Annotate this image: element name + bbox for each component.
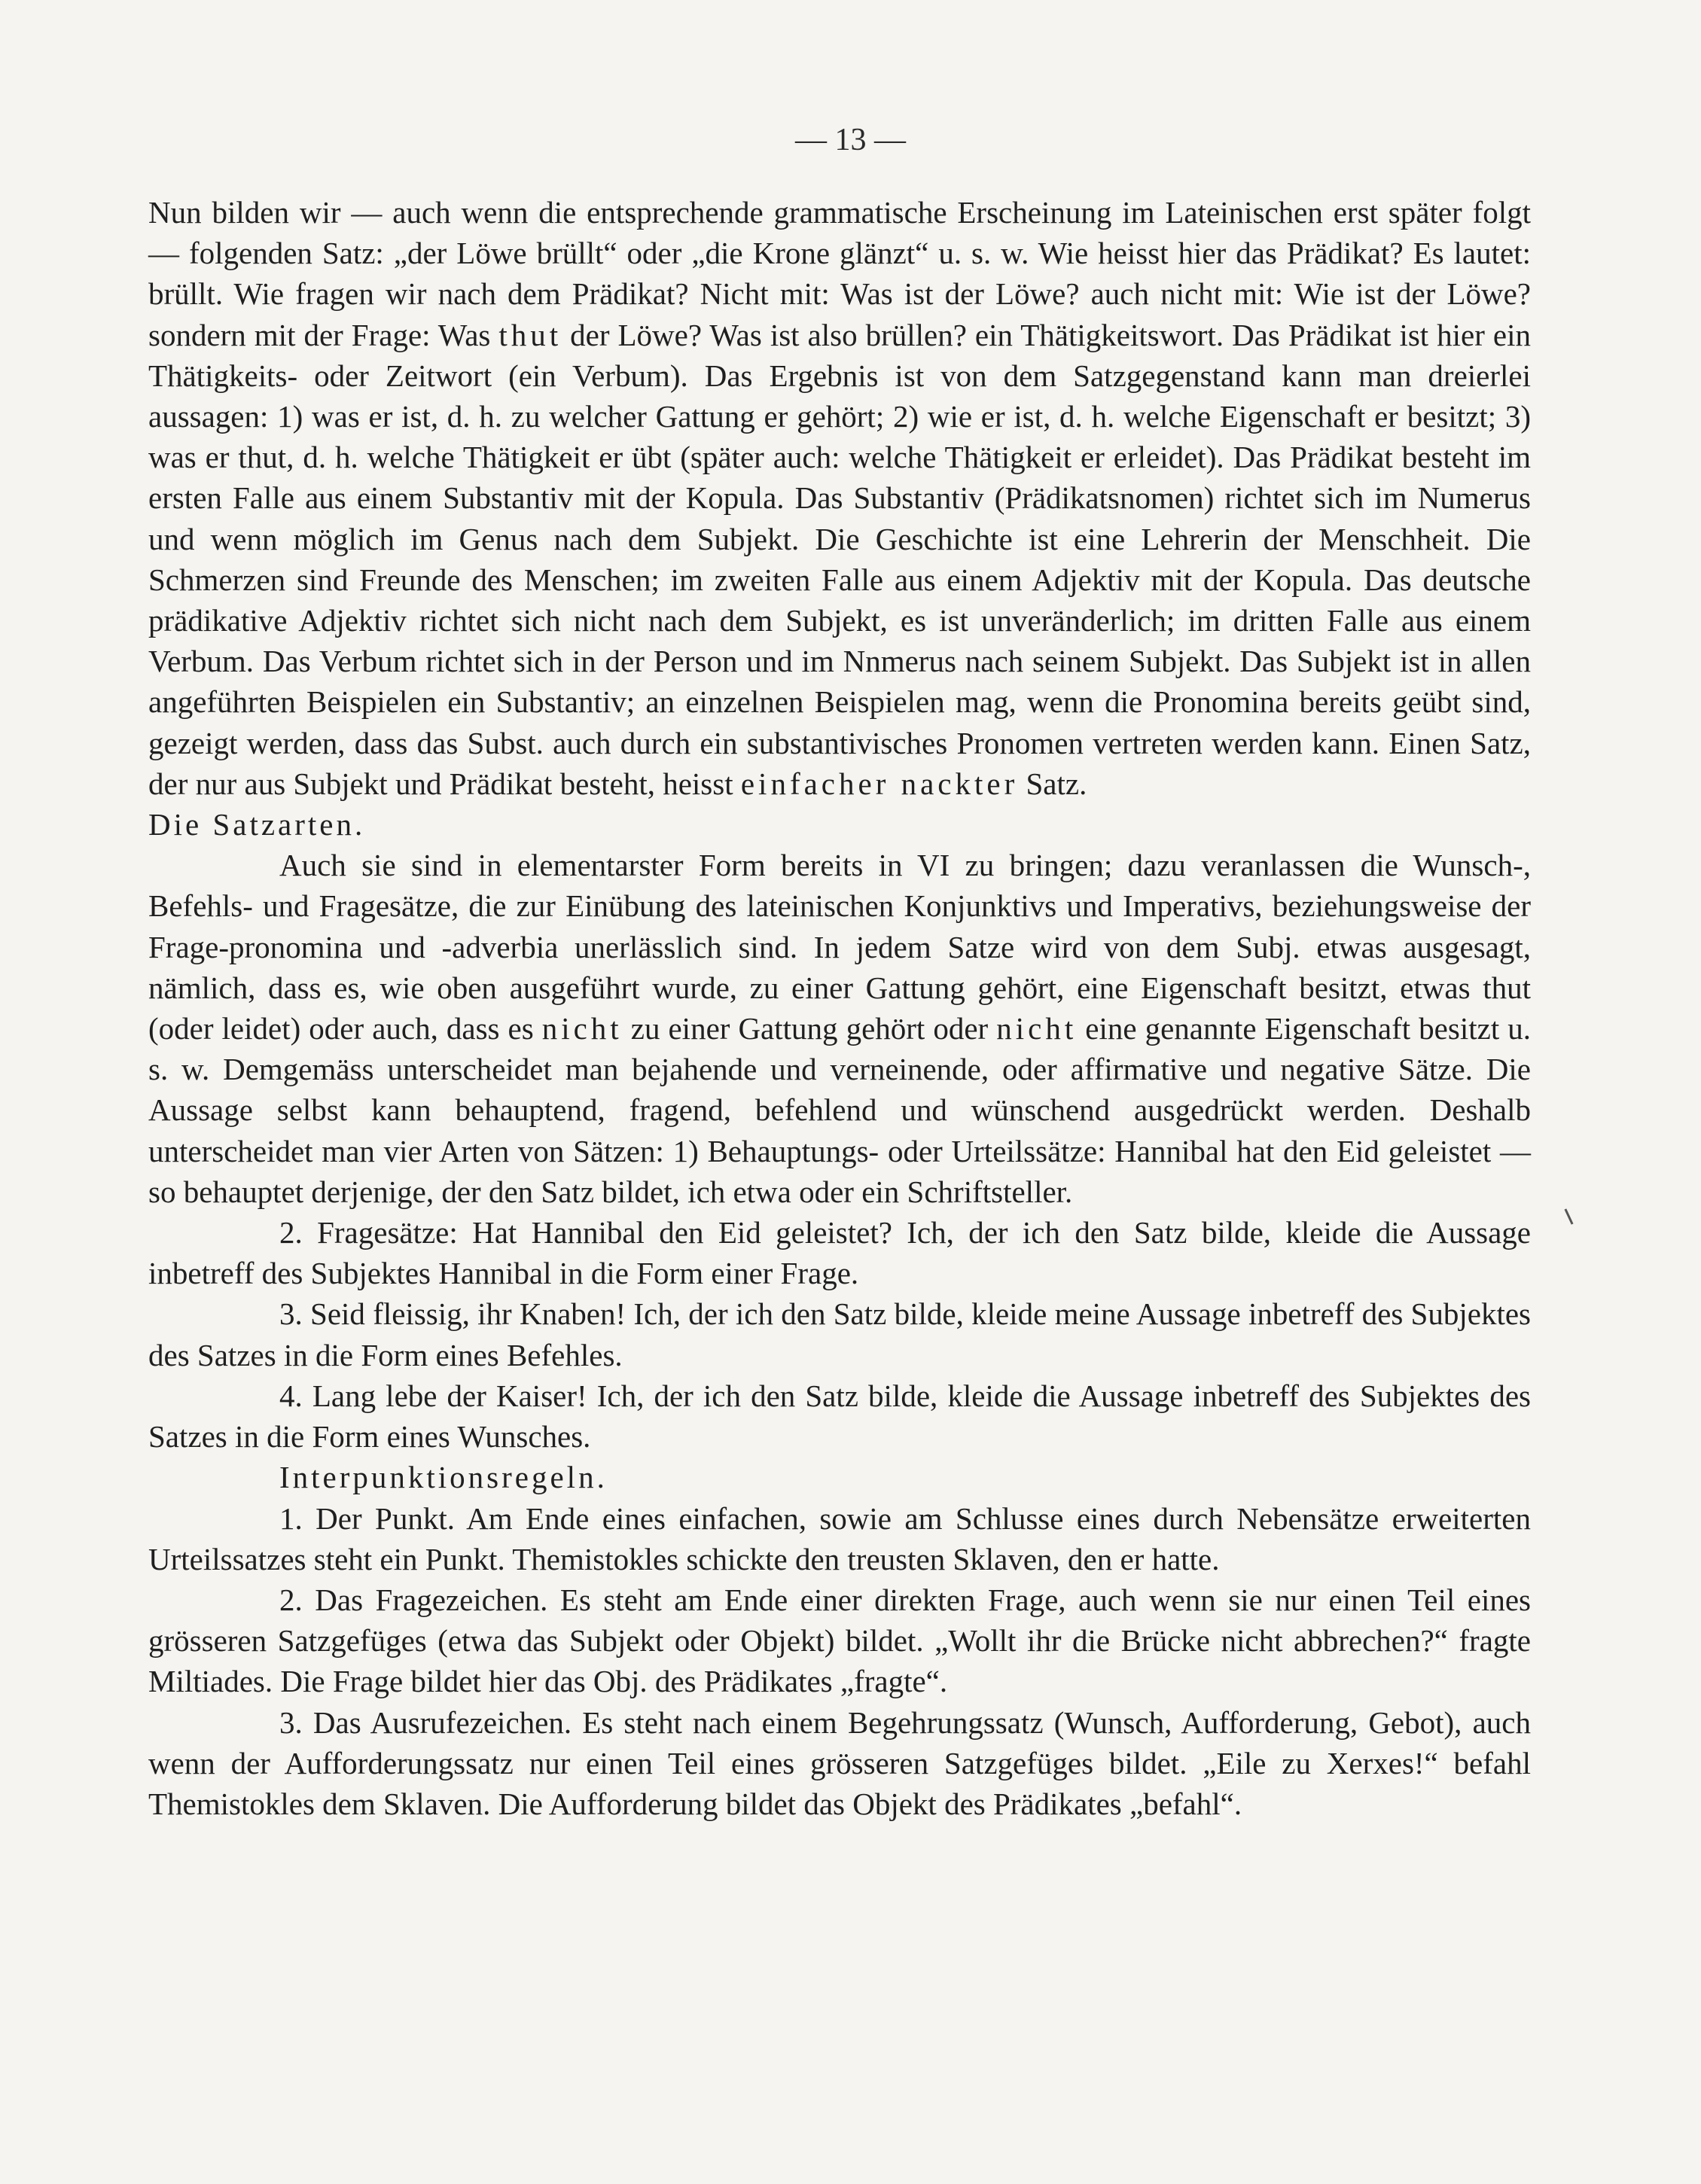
section-heading-interpunktionsregeln: Interpunktionsregeln.: [279, 1460, 608, 1495]
emphasis-einfacher-nackter: einfacher nackter: [740, 766, 1019, 801]
paragraph-punkt: 1. Der Punkt. Am Ende eines einfachen, sowie am Schlusse eines durch Nebensätze erweiterten Urteilssatzes steht ein Punkt. Themistokles schickte den treusten Sklaven, den er hatte.: [148, 1500, 1531, 1576]
paragraph-fragesaetze: 2. Fragesätze: Hat Hannibal den Eid geleistet? Ich, der ich den Satz bilde, kleide die Aussage inbetreff des Subjektes Hannibal in die Form einer Frage.: [148, 1215, 1531, 1291]
paragraph-text: eine genannte Eigenschaft besitzt u. s. w. Demgemäss unterscheidet man bejahende und verneinende, oder affirmative und negative Sätze. Die Aussage selbst kann behauptend, fragend, befehlend und wünschend ausgedrückt werden. Deshalb unterscheidet man vier Arten von Sätzen: 1) Behauptungs- oder Urteilssätze: Hannibal hat den Eid geleistet — so behauptet derjenige, der den Satz bildet, ich etwa oder ein Schriftsteller.: [148, 1011, 1531, 1209]
emphasis-nicht: nicht: [996, 1011, 1078, 1046]
paragraph-text: Auch sie sind in elementarster Form bereits in VI zu bringen; dazu veranlassen die Wunsch-, Befehls- und Fragesätze, die zur Einübung des lateinischen Konjunktivs und Imperativs, beziehungsweise der Frage-pronomina und -adverbia unerlässlich sind. In jedem Satze wird von dem Subj. etwas ausgesagt, nämlich, dass es, wie oben ausgeführt wurde, zu einer Gattung gehört, eine Eigenschaft besitzt, etwas thut (oder leidet) oder auch, dass es: [148, 848, 1531, 1046]
paragraph-fragezeichen: 2. Das Fragezeichen. Es steht am Ende einer direkten Frage, auch wenn sie nur einen Teil eines grösseren Satzgefüges (etwa das Subjekt oder Objekt) bildet. „Wollt ihr die Brücke nicht abbrechen?“ fragte Miltiades. Die Frage bildet hier das Obj. des Prädikates „fragte“.: [148, 1582, 1531, 1699]
paragraph-text: der Löwe? Was ist also brüllen? ein Thätigkeitswort. Das Prädikat ist hier ein Thätigkeits- oder Zeitwort (ein Verbum). Das Ergebnis ist von dem Satzgegenstand kann man dreierlei aussagen: 1) was er ist, d. h. zu welcher Gattung er gehört; 2) wie er ist, d. h. welche Eigenschaft er besitzt; 3) was er thut, d. h. welche Thätigkeit er übt (später auch: welche Thätigkeit er erleidet). Das Prädikat besteht im ersten Falle aus einem Substantiv mit der Kopula. Das Substantiv (Prädikatsnomen) richtet sich im Numerus und wenn möglich im Genus nach dem Subjekt. Die Geschichte ist eine Lehrerin der Menschheit. Die Schmerzen sind Freunde des Menschen; im zweiten Falle aus einem Adjektiv mit der Kopula. Das deutsche prädikative Adjektiv richtet sich nicht nach dem Subjekt, es ist unveränderlich; im dritten Falle aus einem Verbum. Das Verbum richtet sich in der Person und im Nnmerus nach seinem Subjekt. Das Subjekt ist in allen angeführten Beispielen ein Substantiv; an einzelnen Beispielen mag, wenn die Pronomina bereits geübt sind, gezeigt werden, dass das Subst. auch durch ein substantivisches Pronomen vertreten werden kann. Einen Satz, der nur aus Subjekt und Prädikat besteht, heisst: [148, 317, 1531, 801]
emphasis-thut: thut: [498, 317, 562, 352]
section-heading-satzarten: Die Satzarten.: [148, 807, 366, 842]
emphasis-nicht: nicht: [541, 1011, 623, 1046]
paragraph-ausrufezeichen: 3. Das Ausrufezeichen. Es steht nach einem Begehrungssatz (Wunsch, Aufforderung, Gebot), auch wenn der Aufforderungssatz nur einen Teil eines grösseren Satzgefüges bildet. „Eile zu Xerxes!“ befahl Themistokles dem Sklaven. Die Aufforderung bildet das Objekt des Prädikates „befahl“.: [148, 1704, 1531, 1821]
stray-ink-mark: [1564, 1208, 1573, 1224]
paragraph-praedikat: [148, 192, 1531, 804]
paragraph-wunschsaetze: 4. Lang lebe der Kaiser! Ich, der ich den Satz bilde, kleide die Aussage inbetreff des Subjektes des Satzes in die Form eines Wunsches.: [148, 1378, 1531, 1454]
paragraph-text: Nun bilden wir — auch wenn die entsprechende grammatische Erscheinung im Lateinischen erst später folgt — folgenden Satz: „der Löwe brüllt“ oder „die Krone glänzt“ u. s. w. Wie heisst hier das Prädikat? Es lautet: brüllt. Wie fragen wir nach dem Prädikat? Nicht mit: Was ist der Löwe? auch nicht mit: Wie ist der Löwe? sondern mit der Frage: Was: [148, 195, 1531, 352]
page-number: — 13 —: [795, 123, 906, 157]
paragraph-text: Satz.: [1018, 766, 1087, 801]
paragraph-befehlssaetze: 3. Seid fleissig, ihr Knaben! Ich, der ich den Satz bilde, kleide meine Aussage inbetreff des Subjektes des Satzes in die Form eines Befehles.: [148, 1296, 1531, 1372]
body-text: [148, 192, 1531, 1824]
paragraph-satzarten: [148, 845, 1531, 1212]
paragraph-text: zu einer Gattung gehört oder: [622, 1011, 997, 1046]
